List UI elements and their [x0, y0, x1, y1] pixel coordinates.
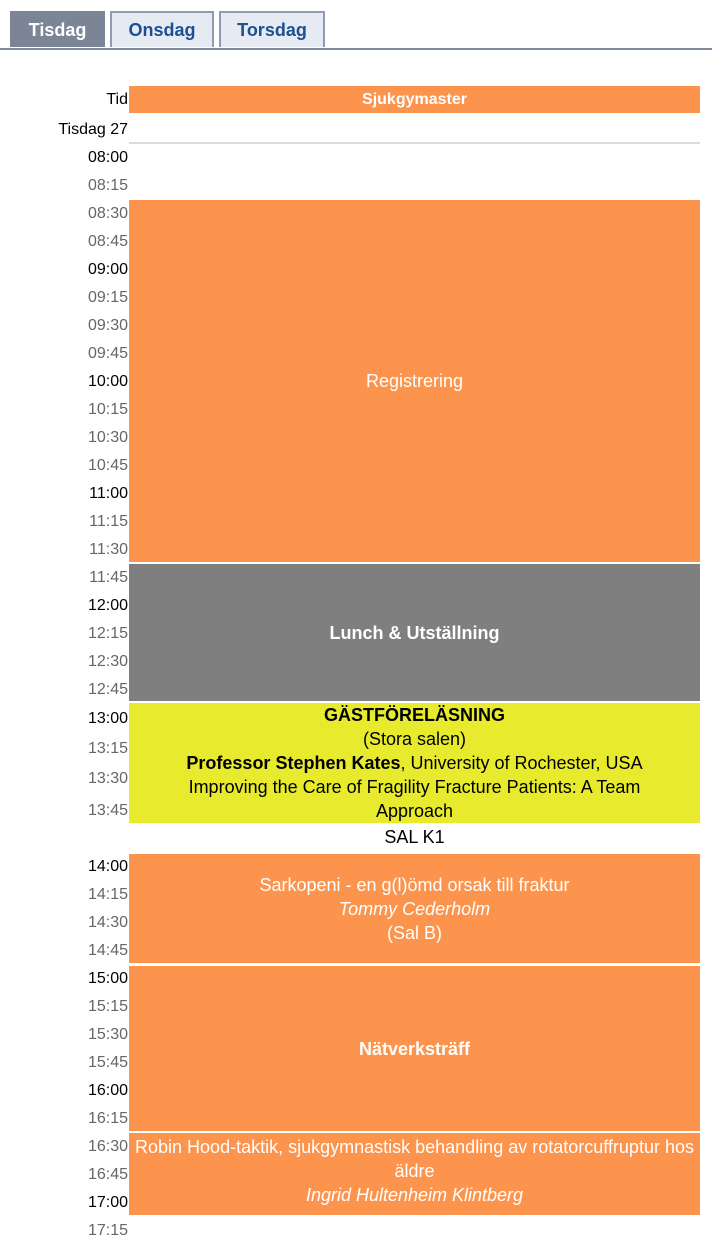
time-slot-label: 12:30 — [87, 653, 128, 670]
time-slot-label: 14:45 — [87, 942, 128, 959]
time-slot-label: 16:45 — [87, 1166, 128, 1183]
event-registrering[interactable] — [129, 200, 700, 562]
time-slot-label: 09:00 — [87, 261, 128, 278]
time-slot-label: 14:30 — [87, 914, 128, 931]
time-slot-label: 09:15 — [87, 289, 128, 306]
time-slot-label: 12:15 — [87, 625, 128, 642]
time-slot-label: 10:15 — [87, 401, 128, 418]
time-slot-label: 13:30 — [87, 770, 128, 787]
time-column-header: Tid — [106, 91, 128, 108]
event-lunch[interactable] — [129, 564, 700, 701]
time-slot-label: 09:30 — [87, 317, 128, 334]
event-robin-hood[interactable] — [129, 1133, 700, 1215]
event-title: GÄSTFÖRELÄSNING — [323, 705, 505, 725]
tab-torsdag[interactable]: Torsdag — [219, 11, 325, 47]
time-slot-label: 17:00 — [87, 1194, 128, 1211]
tab-tisdag[interactable]: Tisdag — [10, 11, 105, 47]
event-talk-title: Improving the Care of Fragility Fracture Patients: A Team Approach — [188, 777, 641, 821]
event-room: (Sal B) — [386, 922, 442, 943]
event-speaker: Ingrid Hultenheim Klintberg — [305, 1185, 524, 1205]
time-slot-label: 08:30 — [87, 205, 128, 222]
time-slot-label: 15:45 — [87, 1054, 128, 1071]
time-slot-label: 09:45 — [87, 345, 128, 362]
time-slot-label: 08:15 — [87, 177, 128, 194]
event-speaker-line — [186, 751, 642, 775]
event-room: (Stora salen) — [362, 729, 467, 749]
time-slot-label: 12:00 — [87, 597, 128, 614]
room-label-sal-k1: SAL K1 — [384, 827, 445, 847]
time-slot-label: 14:00 — [87, 858, 128, 875]
event-speaker: Tommy Cederholm — [338, 898, 491, 919]
time-slot-label: 15:15 — [87, 998, 128, 1015]
time-slot-label: 16:15 — [87, 1110, 128, 1127]
event-speaker: Professor Stephen Kates — [186, 753, 401, 773]
event-title: Registrering — [365, 371, 464, 391]
day-tab-bar — [0, 0, 712, 49]
event-title: Nätverksträff — [358, 1038, 471, 1059]
tab-onsdag[interactable]: Onsdag — [110, 11, 214, 47]
event-sarkopeni[interactable] — [129, 854, 700, 963]
track-header-sjukgymaster: Sjukgymaster — [129, 86, 700, 113]
time-slot-label: 16:00 — [87, 1082, 128, 1099]
day-label: Tisdag 27 — [58, 121, 128, 138]
time-slot-label: 13:15 — [87, 740, 128, 757]
time-slot-label: 13:00 — [87, 710, 128, 727]
time-slot-label: 08:00 — [87, 149, 128, 166]
time-slot-label: 08:45 — [87, 233, 128, 250]
event-affiliation: , University of Rochester, USA — [400, 753, 643, 773]
time-slot-label: 11:15 — [89, 513, 128, 530]
event-title: Lunch & Utställning — [329, 622, 500, 643]
time-slot-label: 14:15 — [87, 886, 128, 903]
event-guest-lecture[interactable] — [129, 703, 700, 823]
time-slot-label: 10:00 — [87, 373, 128, 390]
time-slot-label: 10:30 — [87, 429, 128, 446]
event-title: Sarkopeni - en g(l)ömd orsak till fraktur — [259, 874, 570, 895]
event-natverkstraff[interactable] — [129, 966, 700, 1131]
time-slot-label: 10:45 — [87, 457, 128, 474]
time-slot-label: 13:45 — [87, 802, 128, 819]
time-slot-label: 12:45 — [87, 681, 128, 698]
time-slot-label: 11:00 — [89, 485, 128, 502]
time-slot-label: 16:30 — [87, 1138, 128, 1155]
tab-divider — [0, 48, 712, 50]
time-slot-label: 11:45 — [89, 569, 128, 586]
time-slot-label: 11:30 — [89, 541, 128, 558]
time-slot-label: 15:30 — [87, 1026, 128, 1043]
day-divider — [129, 142, 700, 144]
time-slot-label: 15:00 — [87, 970, 128, 987]
time-slot-label: 17:15 — [87, 1222, 128, 1239]
event-title: Robin Hood-taktik, sjukgymnastisk behandling av rotatorcuffruptur hos äldre — [135, 1137, 694, 1181]
